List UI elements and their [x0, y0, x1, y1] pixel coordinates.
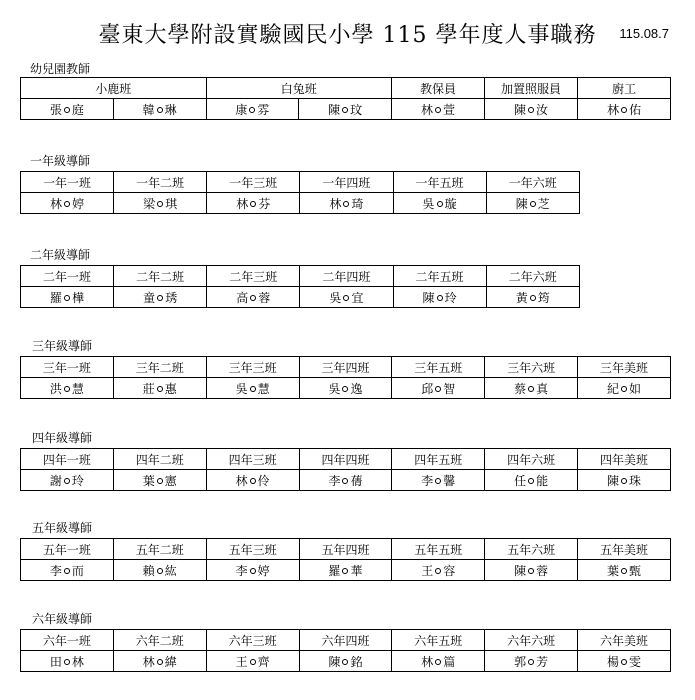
grade-table: [20, 629, 671, 672]
mask-circle-icon: [342, 386, 348, 392]
given-name: 琪: [165, 196, 178, 211]
given-name: 如: [629, 381, 642, 396]
mask-circle-icon: [250, 201, 256, 207]
class-header: 五年一班: [21, 539, 114, 560]
class-header: 一年四班: [300, 172, 393, 193]
teacher-name-cell: [393, 193, 486, 214]
mask-circle-icon: [435, 568, 441, 574]
class-header: 四年六班: [485, 449, 578, 470]
given-name: 庭: [71, 102, 84, 117]
surname: 陳: [514, 102, 527, 117]
staff-name-cell: [578, 99, 671, 120]
teacher-name-row: [21, 560, 671, 581]
surname: 林: [142, 654, 155, 669]
kindergarten-name-row: [21, 99, 671, 120]
mask-circle-icon: [435, 659, 441, 665]
mask-circle-icon: [621, 478, 627, 484]
mask-circle-icon: [343, 295, 349, 301]
grade-table: [20, 265, 580, 308]
surname: 王: [235, 654, 248, 669]
teacher-name-row: [21, 193, 580, 214]
surname: 李: [421, 473, 434, 488]
surname: 林: [420, 102, 433, 117]
mask-circle-icon: [64, 659, 70, 665]
given-name: 紘: [164, 563, 177, 578]
teacher-name-cell: [21, 560, 114, 581]
mask-circle-icon: [530, 295, 536, 301]
class-header: 五年美班: [578, 539, 671, 560]
surname: 邱: [421, 381, 434, 396]
given-name: 銘: [350, 654, 363, 669]
teacher-name-cell: [392, 651, 485, 672]
mask-circle-icon: [528, 107, 534, 113]
given-name: 珠: [629, 473, 642, 488]
class-header: 一年三班: [207, 172, 300, 193]
class-header: 一年五班: [393, 172, 486, 193]
document-date: 115.08.7: [619, 26, 669, 41]
surname: 楊: [607, 654, 620, 669]
mask-circle-icon: [157, 295, 163, 301]
surname: 康: [235, 102, 248, 117]
class-header-row: [21, 266, 580, 287]
staff-name-cell: [484, 99, 577, 120]
surname: 陳: [328, 654, 341, 669]
given-name: 樺: [72, 290, 85, 305]
grade-label: 六年級導師: [32, 612, 93, 626]
mask-circle-icon: [621, 659, 627, 665]
class-header: 五年六班: [485, 539, 578, 560]
surname: 林: [236, 196, 249, 211]
mask-circle-icon: [250, 659, 256, 665]
staff-name-cell: [21, 99, 114, 120]
surname: 吳: [422, 196, 435, 211]
teacher-name-cell: [393, 287, 486, 308]
mask-circle-icon: [64, 568, 70, 574]
given-name: 緯: [164, 654, 177, 669]
surname: 葉: [142, 473, 155, 488]
given-name: 伶: [257, 473, 270, 488]
given-name: 甄: [629, 563, 642, 578]
teacher-name-row: [21, 378, 671, 399]
mask-circle-icon: [621, 568, 627, 574]
given-name: 林: [71, 654, 84, 669]
column-header: 小鹿班: [21, 78, 207, 99]
class-header: 三年美班: [578, 357, 671, 378]
class-header: 六年四班: [299, 630, 392, 651]
class-header-row: [21, 630, 671, 651]
mask-circle-icon: [342, 659, 348, 665]
given-name: 而: [71, 563, 84, 578]
class-header: 二年五班: [393, 266, 486, 287]
mask-circle-icon: [437, 201, 443, 207]
mask-circle-icon: [621, 107, 627, 113]
surname: 童: [143, 290, 156, 305]
staff-name-cell: [299, 99, 392, 120]
given-name: 智: [443, 381, 456, 396]
teacher-name-cell: [578, 560, 671, 581]
mask-circle-icon: [250, 295, 256, 301]
given-name: 篇: [443, 654, 456, 669]
mask-circle-icon: [528, 478, 534, 484]
surname: 陳: [328, 102, 341, 117]
grade-label: 四年級導師: [32, 431, 93, 445]
given-name: 蓉: [258, 290, 271, 305]
given-name: 蓉: [536, 563, 549, 578]
surname: 賴: [142, 563, 155, 578]
class-header: 三年三班: [206, 357, 299, 378]
given-name: 汝: [536, 102, 549, 117]
kindergarten-table: [20, 77, 671, 120]
surname: 田: [49, 654, 62, 669]
class-header: 五年五班: [392, 539, 485, 560]
surname: 林: [50, 196, 63, 211]
mask-circle-icon: [157, 568, 163, 574]
grade-label: 一年級導師: [30, 154, 91, 168]
given-name: 齊: [257, 654, 270, 669]
grade-label: 三年級導師: [32, 339, 93, 353]
teacher-name-row: [21, 651, 671, 672]
teacher-name-cell: [578, 470, 671, 491]
surname: 蔡: [514, 381, 527, 396]
surname: 林: [421, 654, 434, 669]
class-header: 六年美班: [578, 630, 671, 651]
class-header: 四年美班: [578, 449, 671, 470]
teacher-name-cell: [299, 470, 392, 491]
mask-circle-icon: [621, 386, 627, 392]
mask-circle-icon: [250, 478, 256, 484]
teacher-name-cell: [299, 378, 392, 399]
mask-circle-icon: [528, 659, 534, 665]
given-name: 憲: [164, 473, 177, 488]
surname: 吳: [235, 381, 248, 396]
mask-circle-icon: [437, 295, 443, 301]
teacher-name-cell: [486, 193, 579, 214]
teacher-name-cell: [485, 560, 578, 581]
given-name: 逸: [350, 381, 363, 396]
mask-circle-icon: [250, 568, 256, 574]
grade-table: [20, 448, 671, 491]
teacher-name-cell: [206, 651, 299, 672]
class-header: 二年六班: [486, 266, 579, 287]
teacher-name-cell: [392, 378, 485, 399]
teacher-name-cell: [206, 560, 299, 581]
mask-circle-icon: [64, 478, 70, 484]
column-header: 白兔班: [206, 78, 392, 99]
given-name: 雰: [257, 102, 270, 117]
kindergarten-label: 幼兒園教師: [30, 62, 91, 76]
surname: 任: [514, 473, 527, 488]
given-name: 蒨: [350, 473, 363, 488]
staff-name-cell: [392, 99, 485, 120]
surname: 吳: [328, 381, 341, 396]
class-header: 一年一班: [21, 172, 114, 193]
class-header: 四年一班: [21, 449, 114, 470]
teacher-name-cell: [21, 193, 114, 214]
mask-circle-icon: [528, 568, 534, 574]
surname: 陳: [515, 196, 528, 211]
mask-circle-icon: [64, 201, 70, 207]
given-name: 玟: [350, 102, 363, 117]
class-header: 六年二班: [113, 630, 206, 651]
surname: 黃: [515, 290, 528, 305]
mask-circle-icon: [528, 386, 534, 392]
mask-circle-icon: [343, 201, 349, 207]
surname: 陳: [514, 563, 527, 578]
given-name: 琦: [351, 196, 364, 211]
class-header: 六年一班: [21, 630, 114, 651]
surname: 李: [49, 563, 62, 578]
grade-table: [20, 356, 671, 399]
given-name: 佑: [629, 102, 642, 117]
teacher-name-row: [21, 287, 580, 308]
class-header-row: [21, 172, 580, 193]
mask-circle-icon: [249, 107, 255, 113]
surname: 莊: [142, 381, 155, 396]
given-name: 婷: [72, 196, 85, 211]
mask-circle-icon: [157, 201, 163, 207]
surname: 紀: [607, 381, 620, 396]
surname: 韓: [142, 102, 155, 117]
teacher-name-cell: [114, 287, 207, 308]
teacher-name-cell: [113, 470, 206, 491]
surname: 李: [328, 473, 341, 488]
mask-circle-icon: [435, 107, 441, 113]
teacher-name-cell: [21, 470, 114, 491]
teacher-name-cell: [207, 287, 300, 308]
given-name: 筠: [537, 290, 550, 305]
given-name: 芬: [258, 196, 271, 211]
mask-circle-icon: [530, 201, 536, 207]
mask-circle-icon: [250, 386, 256, 392]
teacher-name-row: [21, 470, 671, 491]
class-header-row: [21, 357, 671, 378]
given-name: 真: [536, 381, 549, 396]
surname: 洪: [49, 381, 62, 396]
class-header: 五年三班: [206, 539, 299, 560]
given-name: 華: [350, 563, 363, 578]
class-header: 二年一班: [21, 266, 114, 287]
surname: 郭: [514, 654, 527, 669]
teacher-name-cell: [392, 560, 485, 581]
teacher-name-cell: [485, 651, 578, 672]
kindergarten-header-row: [21, 78, 671, 99]
mask-circle-icon: [64, 295, 70, 301]
page-title: 臺東大學附設實驗國民小學 115 學年度人事職務: [98, 23, 597, 48]
surname: 陳: [607, 473, 620, 488]
mask-circle-icon: [157, 107, 163, 113]
given-name: 能: [536, 473, 549, 488]
surname: 吳: [329, 290, 342, 305]
teacher-name-cell: [486, 287, 579, 308]
class-header: 二年三班: [207, 266, 300, 287]
given-name: 璇: [444, 196, 457, 211]
surname: 高: [236, 290, 249, 305]
given-name: 慧: [71, 381, 84, 396]
mask-circle-icon: [342, 107, 348, 113]
mask-circle-icon: [64, 107, 70, 113]
class-header: 二年二班: [114, 266, 207, 287]
mask-circle-icon: [342, 568, 348, 574]
staff-name-cell: [113, 99, 206, 120]
class-header-row: [21, 539, 671, 560]
class-header: 六年六班: [485, 630, 578, 651]
teacher-name-cell: [113, 378, 206, 399]
given-name: 琇: [165, 290, 178, 305]
class-header: 五年二班: [113, 539, 206, 560]
teacher-name-cell: [485, 378, 578, 399]
surname: 王: [421, 563, 434, 578]
given-name: 芳: [536, 654, 549, 669]
given-name: 琳: [164, 102, 177, 117]
class-header: 三年六班: [485, 357, 578, 378]
surname: 葉: [607, 563, 620, 578]
grade-table: [20, 538, 671, 581]
teacher-name-cell: [21, 287, 114, 308]
class-header: 三年五班: [392, 357, 485, 378]
given-name: 雯: [629, 654, 642, 669]
teacher-name-cell: [300, 193, 393, 214]
class-header: 一年六班: [486, 172, 579, 193]
teacher-name-cell: [21, 651, 114, 672]
surname: 林: [235, 473, 248, 488]
grade-label: 五年級導師: [32, 521, 93, 535]
class-header: 五年四班: [299, 539, 392, 560]
mask-circle-icon: [342, 478, 348, 484]
mask-circle-icon: [157, 478, 163, 484]
given-name: 慧: [257, 381, 270, 396]
surname: 林: [329, 196, 342, 211]
teacher-name-cell: [578, 378, 671, 399]
teacher-name-cell: [485, 470, 578, 491]
given-name: 玲: [444, 290, 457, 305]
given-name: 宜: [351, 290, 364, 305]
class-header: 二年四班: [300, 266, 393, 287]
teacher-name-cell: [113, 560, 206, 581]
class-header: 三年四班: [299, 357, 392, 378]
given-name: 婷: [257, 563, 270, 578]
class-header: 一年二班: [114, 172, 207, 193]
class-header: 六年三班: [206, 630, 299, 651]
staff-name-cell: [206, 99, 299, 120]
surname: 李: [235, 563, 248, 578]
given-name: 惠: [164, 381, 177, 396]
class-header: 四年三班: [206, 449, 299, 470]
surname: 謝: [49, 473, 62, 488]
teacher-name-cell: [206, 378, 299, 399]
column-header: 加置照服員: [484, 78, 577, 99]
given-name: 玲: [71, 473, 84, 488]
teacher-name-cell: [299, 651, 392, 672]
column-header: 教保員: [392, 78, 485, 99]
teacher-name-cell: [299, 560, 392, 581]
surname: 林: [607, 102, 620, 117]
teacher-name-cell: [207, 193, 300, 214]
mask-circle-icon: [64, 386, 70, 392]
teacher-name-cell: [300, 287, 393, 308]
class-header: 三年二班: [113, 357, 206, 378]
mask-circle-icon: [157, 659, 163, 665]
class-header: 四年四班: [299, 449, 392, 470]
teacher-name-cell: [392, 470, 485, 491]
teacher-name-cell: [21, 378, 114, 399]
surname: 梁: [143, 196, 156, 211]
surname: 陳: [422, 290, 435, 305]
column-header: 廚工: [578, 78, 671, 99]
surname: 羅: [50, 290, 63, 305]
given-name: 芝: [537, 196, 550, 211]
class-header: 四年二班: [113, 449, 206, 470]
grade-table: [20, 171, 580, 214]
given-name: 馨: [443, 473, 456, 488]
class-header: 三年一班: [21, 357, 114, 378]
class-header-row: [21, 449, 671, 470]
mask-circle-icon: [435, 386, 441, 392]
mask-circle-icon: [435, 478, 441, 484]
teacher-name-cell: [113, 651, 206, 672]
teacher-name-cell: [206, 470, 299, 491]
surname: 羅: [328, 563, 341, 578]
given-name: 萱: [442, 102, 455, 117]
given-name: 容: [443, 563, 456, 578]
grade-label: 二年級導師: [30, 248, 91, 262]
class-header: 六年五班: [392, 630, 485, 651]
teacher-name-cell: [114, 193, 207, 214]
mask-circle-icon: [157, 386, 163, 392]
class-header: 四年五班: [392, 449, 485, 470]
surname: 張: [49, 102, 62, 117]
teacher-name-cell: [578, 651, 671, 672]
